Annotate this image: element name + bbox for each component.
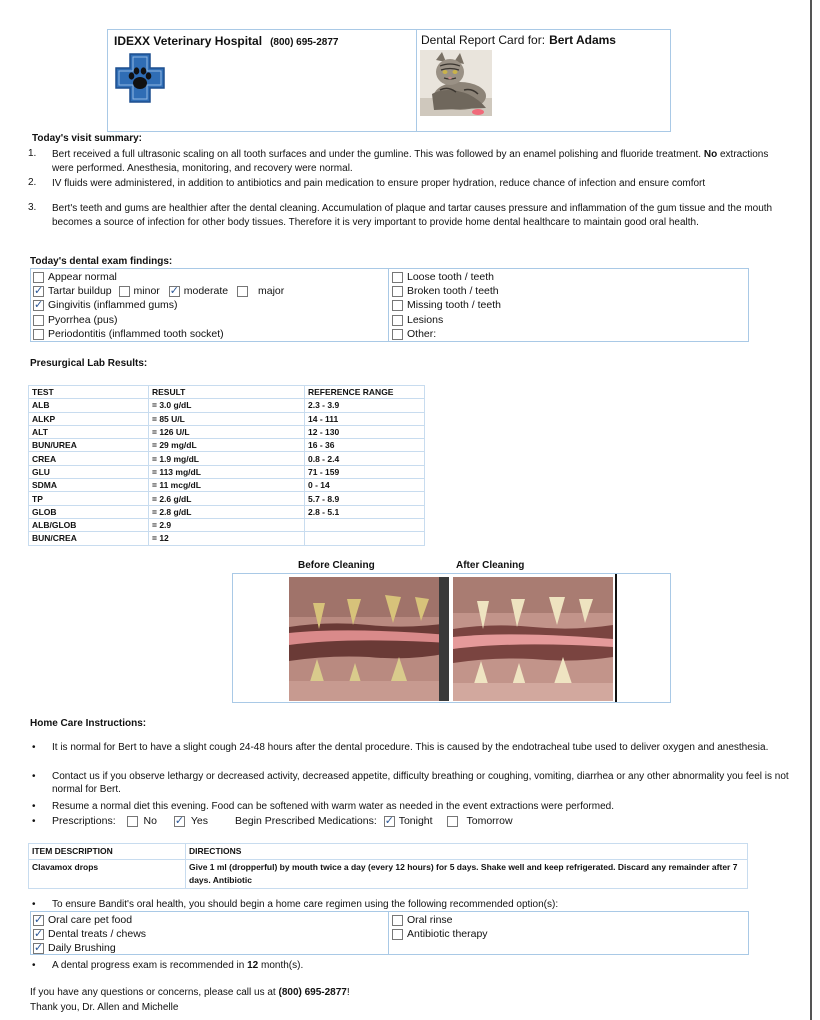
lab-test: ALT xyxy=(29,425,149,438)
lab-test: SDMA xyxy=(29,479,149,492)
dental-photos-frame xyxy=(232,573,671,703)
prescriptions-yes-checkbox[interactable] xyxy=(174,816,185,827)
missing-tooth-option[interactable]: Missing tooth / teeth xyxy=(392,298,501,312)
lab-result: = 2.8 g/dL xyxy=(149,505,305,518)
report-card-label: Dental Report Card for: Bert Adams xyxy=(421,33,616,47)
tonight-checkbox[interactable] xyxy=(384,816,395,827)
patient-photo xyxy=(420,50,492,116)
patient-name: Bert Adams xyxy=(549,33,616,47)
bullet-icon: • xyxy=(32,899,36,910)
bullet-icon: • xyxy=(32,771,36,782)
major-checkbox[interactable] xyxy=(237,286,248,297)
lab-test: ALB/GLOB xyxy=(29,518,149,531)
home-care-cough-note: It is normal for Bert to have a slight cough 24-48 hours after the dental procedure. This is caused by the endotracheal tube used to deliver oxygen and anesthesia. xyxy=(52,742,769,753)
report-card-header xyxy=(417,29,671,132)
gingivitis-option[interactable]: ✓Gingivitis (inflammed gums) xyxy=(33,298,178,312)
lab-range: 0.8 - 2.4 xyxy=(305,452,425,465)
after-cleaning-photo xyxy=(453,577,613,701)
progress-exam-note: A dental progress exam is recommended in 12 month(s). xyxy=(52,960,304,971)
lab-header-row xyxy=(29,386,425,399)
loose-tooth-checkbox[interactable] xyxy=(392,272,403,283)
lab-heading: Presurgical Lab Results: xyxy=(30,358,148,369)
hospital-logo-icon xyxy=(112,50,168,106)
broken-tooth-option[interactable]: Broken tooth / teeth xyxy=(392,284,499,298)
lab-row xyxy=(29,412,425,425)
lab-result: = 11 mcg/dL xyxy=(149,479,305,492)
other-checkbox[interactable] xyxy=(392,329,403,340)
tomorrow-checkbox[interactable] xyxy=(447,816,458,827)
summary-item-2 xyxy=(28,177,788,193)
lab-row xyxy=(29,532,425,545)
pyorrhea-checkbox[interactable] xyxy=(33,315,44,326)
daily-brushing-checkbox[interactable] xyxy=(33,943,44,954)
prescriptions-no-checkbox[interactable] xyxy=(127,816,138,827)
findings-heading: Today's dental exam findings: xyxy=(30,256,173,267)
bullet-icon: • xyxy=(32,801,36,812)
lab-test: BUN/UREA xyxy=(29,439,149,452)
lab-result: = 1.9 mg/dL xyxy=(149,452,305,465)
lab-test: CREA xyxy=(29,452,149,465)
lab-row xyxy=(29,465,425,478)
lesions-option[interactable]: Lesions xyxy=(392,313,443,327)
lab-result: = 2.9 xyxy=(149,518,305,531)
lab-row xyxy=(29,505,425,518)
appear-normal-checkbox[interactable] xyxy=(33,272,44,283)
oral-food-option[interactable]: ✓Oral care pet food xyxy=(33,913,132,927)
lab-col-result: RESULT xyxy=(149,386,305,399)
lab-result: = 126 U/L xyxy=(149,425,305,438)
lab-range: 0 - 14 xyxy=(305,479,425,492)
lab-result: = 113 mg/dL xyxy=(149,465,305,478)
antibiotic-option[interactable]: Antibiotic therapy xyxy=(392,927,488,941)
before-cleaning-photo xyxy=(289,577,449,701)
tartar-checkbox[interactable] xyxy=(33,286,44,297)
loose-tooth-option[interactable]: Loose tooth / teeth xyxy=(392,270,494,284)
lab-range xyxy=(305,532,425,545)
home-care-contact-note: Contact us if you observe lethargy or decreased activity, decreased appetite, difficulty breathing or coughing, vomiting, diarrhea or any other abnormality you feel is not normal for Bert. xyxy=(52,771,789,795)
lab-range: 5.7 - 8.9 xyxy=(305,492,425,505)
lab-test: ALB xyxy=(29,399,149,412)
bullet-icon: • xyxy=(32,960,36,971)
lesions-checkbox[interactable] xyxy=(392,315,403,326)
lab-row xyxy=(29,425,425,438)
antibiotic-checkbox[interactable] xyxy=(392,929,403,940)
lab-row xyxy=(29,439,425,452)
dental-treats-option[interactable]: ✓Dental treats / chews xyxy=(33,927,146,941)
regimen-left-box xyxy=(30,911,389,955)
missing-tooth-checkbox[interactable] xyxy=(392,300,403,311)
rx-directions: Give 1 ml (dropperful) by mouth twice a day (every 12 hours) for 5 days. Shake well and keep refrigerated. Discard any remainder after 7 days. Antibiotic xyxy=(186,860,748,889)
oral-rinse-checkbox[interactable] xyxy=(392,915,403,926)
lab-row xyxy=(29,492,425,505)
lab-row xyxy=(29,479,425,492)
lab-range: 2.3 - 3.9 xyxy=(305,399,425,412)
other-option[interactable]: Other: xyxy=(392,327,436,341)
lab-test: BUN/CREA xyxy=(29,532,149,545)
hospital-name: IDEXX Veterinary Hospital (800) 695-2877 xyxy=(114,34,339,48)
summary-item-3 xyxy=(28,202,788,246)
daily-brushing-option[interactable]: ✓Daily Brushing xyxy=(33,941,116,955)
summary-heading: Today's visit summary: xyxy=(32,133,143,144)
gingivitis-checkbox[interactable] xyxy=(33,300,44,311)
lab-row xyxy=(29,452,425,465)
prescriptions-row: Prescriptions: No ✓ Yes Begin Prescribed Medications: ✓ Tonight Tomorrow xyxy=(52,814,513,828)
periodontitis-option[interactable]: Periodontitis (inflammed tooth socket) xyxy=(33,327,224,341)
rx-item: Clavamox drops xyxy=(29,860,186,889)
lab-result: = 85 U/L xyxy=(149,412,305,425)
summary-item-number: 3. xyxy=(28,202,37,213)
bullet-icon: • xyxy=(32,742,36,753)
hospital-phone: (800) 695-2877 xyxy=(270,37,339,48)
dental-treats-checkbox[interactable] xyxy=(33,929,44,940)
photo-divider xyxy=(615,574,617,702)
summary-item-1 xyxy=(28,148,788,178)
regimen-intro: To ensure Bandit's oral health, you should begin a home care regimen using the following recommended option(s): xyxy=(52,899,559,910)
lab-result: = 3.0 g/dL xyxy=(149,399,305,412)
tartar-option[interactable]: ✓Tartar buildup minor ✓ moderate major xyxy=(33,284,284,298)
moderate-checkbox[interactable] xyxy=(169,286,180,297)
pyorrhea-option[interactable]: Pyorrhea (pus) xyxy=(33,313,117,327)
lab-test: TP xyxy=(29,492,149,505)
bullet-icon: • xyxy=(32,816,36,827)
lab-range: 14 - 111 xyxy=(305,412,425,425)
lab-range: 2.8 - 5.1 xyxy=(305,505,425,518)
lab-result: = 12 xyxy=(149,532,305,545)
rx-col-item: ITEM DESCRIPTION xyxy=(29,844,186,860)
lab-results-table xyxy=(28,385,425,546)
lab-result: = 2.6 g/dL xyxy=(149,492,305,505)
lab-range: 16 - 36 xyxy=(305,439,425,452)
footer-phone: (800) 695-2877 xyxy=(278,987,347,998)
minor-checkbox[interactable] xyxy=(119,286,130,297)
lab-row xyxy=(29,399,425,412)
regimen-right-box xyxy=(389,911,749,955)
lab-row xyxy=(29,518,425,531)
summary-item-text: Bert's teeth and gums are healthier after the dental cleaning. Accumulation of plaque and tartar causes pressure and inflammation of the gum tissue and the mouth becomes a source of infection for other body tissues. Therefore it is very important to provide home dental healthcare to maintain good oral health. xyxy=(52,203,773,228)
lab-col-range: REFERENCE RANGE xyxy=(305,386,425,399)
lab-range xyxy=(305,518,425,531)
lab-test: GLU xyxy=(29,465,149,478)
footer-contact-line: If you have any questions or concerns, please call us at (800) 695-2877! xyxy=(30,987,350,998)
summary-item-number: 2. xyxy=(28,177,37,188)
oral-food-checkbox[interactable] xyxy=(33,915,44,926)
after-cleaning-label: After Cleaning xyxy=(456,560,525,571)
footer-signoff: Thank you, Dr. Allen and Michelle xyxy=(30,1002,179,1013)
periodontitis-checkbox[interactable] xyxy=(33,329,44,340)
lab-col-test: TEST xyxy=(29,386,149,399)
lab-result: = 29 mg/dL xyxy=(149,439,305,452)
prescription-table xyxy=(28,843,748,889)
home-care-heading: Home Care Instructions: xyxy=(30,718,147,729)
oral-rinse-option[interactable]: Oral rinse xyxy=(392,913,453,927)
before-cleaning-label: Before Cleaning xyxy=(298,560,375,571)
home-care-diet-note: Resume a normal diet this evening. Food can be softened with warm water as needed in the event extractions were performed. xyxy=(52,801,614,812)
lab-test: ALKP xyxy=(29,412,149,425)
appear-normal-option[interactable]: Appear normal xyxy=(33,270,117,284)
summary-item-text: Bert received a full ultrasonic scaling on all tooth surfaces and under the gumline. This was followed by an enamel polishing and fluoride treatment. No extractions were performed. Anesthesia, monitoring, and recovery were normal. xyxy=(52,149,769,174)
findings-left-box xyxy=(30,268,389,342)
lab-range: 71 - 159 xyxy=(305,465,425,478)
summary-item-number: 1. xyxy=(28,148,37,159)
summary-item-text: IV fluids were administered, in addition to antibiotics and pain medication to ensure proper hydration, reduce chance of infection and ensure comfort xyxy=(52,178,706,189)
rx-row xyxy=(29,860,748,889)
rx-col-directions: DIRECTIONS xyxy=(186,844,748,860)
broken-tooth-checkbox[interactable] xyxy=(392,286,403,297)
lab-range: 12 - 130 xyxy=(305,425,425,438)
lab-test: GLOB xyxy=(29,505,149,518)
findings-right-box xyxy=(389,268,749,342)
rx-header-row xyxy=(29,844,748,860)
hospital-header xyxy=(107,29,417,132)
